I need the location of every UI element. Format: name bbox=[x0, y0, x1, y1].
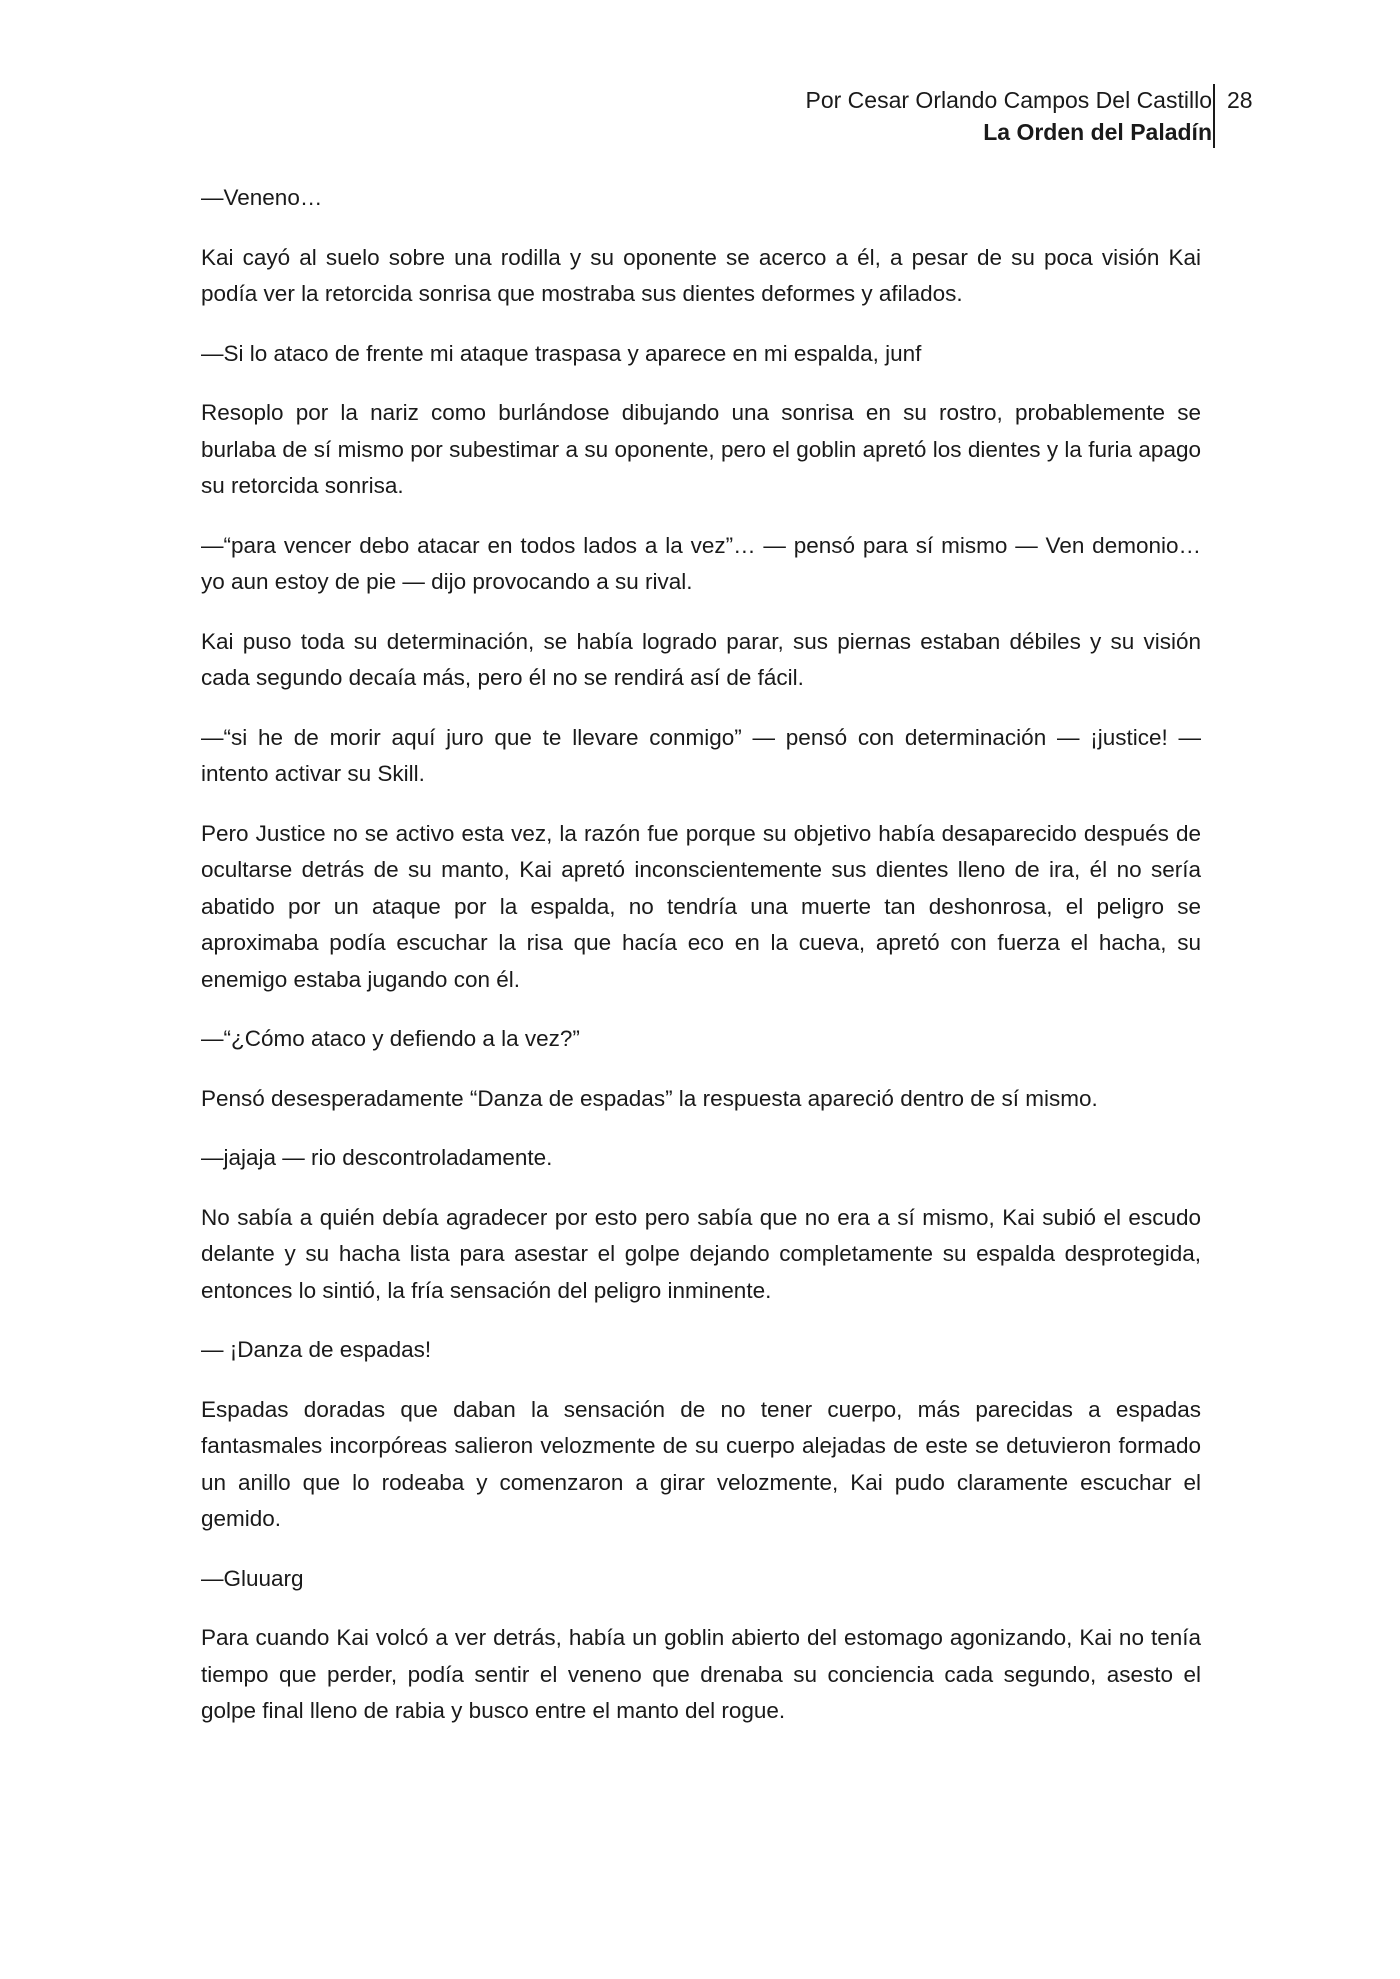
paragraph: Pero Justice no se activo esta vez, la razón fue porque su objetivo había desaparecido después de ocultarse detrás de su manto, Kai apretó inconscientemente sus dientes lleno de ira, él no sería abatido por un ataque por la espalda, no tendría una muerte tan deshonrosa, el peligro se aproximaba podía escuchar la risa que hacía eco en la cueva, apretó con fuerza el hacha, su enemigo estaba jugando con él. bbox=[201, 820, 1201, 992]
paragraph: Resoplo por la nariz como burlándose dibujando una sonrisa en su rostro, probablemente se burlaba de sí mismo por subestimar a su oponente, pero el goblin apretó los dientes y la furia apago su retorcida sonrisa. bbox=[201, 400, 1201, 498]
paragraph: —“para vencer debo atacar en todos lados a la vez”… — pensó para sí mismo — Ven demonio… yo aun estoy de pie — dijo provocando a su rival. bbox=[201, 532, 1201, 594]
paragraph: —“si he de morir aquí juro que te llevare conmigo” — pensó con determinación — ¡justice! — intento activar su Skill. bbox=[201, 724, 1201, 786]
paragraph: No sabía a quién debía agradecer por esto pero sabía que no era a sí mismo, Kai subió el escudo delante y su hacha lista para asestar el golpe dejando completamente su espalda desprotegida, entonces lo sintió, la fría sensación del peligro inminente. bbox=[201, 1204, 1201, 1303]
header-author: Por Cesar Orlando Campos Del Castillo bbox=[805, 87, 1212, 113]
paragraph: —Veneno… bbox=[201, 185, 323, 210]
paragraph: — ¡Danza de espadas! bbox=[201, 1337, 432, 1362]
header-book-title: La Orden del Paladín bbox=[983, 119, 1212, 145]
header-divider bbox=[1213, 84, 1215, 148]
paragraph: Kai puso toda su determinación, se había logrado parar, sus piernas estaban débiles y su visión cada segundo decaía más, pero él no se rendirá así de fácil. bbox=[201, 628, 1201, 690]
page-body bbox=[201, 180, 1201, 1753]
paragraph: Espadas doradas que daban la sensación de no tener cuerpo, más parecidas a espadas fantasmales incorpóreas salieron velozmente de su cuerpo alejadas de este se detuvieron formado un anillo que lo rodeaba y comenzaron a girar velozmente, Kai pudo claramente escuchar el gemido. bbox=[201, 1396, 1201, 1531]
page-number: 28 bbox=[1227, 87, 1253, 113]
running-header bbox=[806, 84, 1213, 148]
page-header bbox=[0, 84, 1400, 148]
paragraph: Kai cayó al suelo sobre una rodilla y su oponente se acerco a él, a pesar de su poca visión Kai podía ver la retorcida sonrisa que mostraba sus dientes deformes y afilados. bbox=[201, 244, 1201, 306]
paragraph: Para cuando Kai volcó a ver detrás, había un goblin abierto del estomago agonizando, Kai no tenía tiempo que perder, podía sentir el veneno que drenaba su conciencia cada segundo, asesto el golpe final lleno de rabia y busco entre el manto del rogue. bbox=[201, 1625, 1201, 1723]
paragraph: —“¿Cómo ataco y defiendo a la vez?” bbox=[201, 1026, 580, 1051]
paragraph: —Gluuarg bbox=[201, 1565, 304, 1591]
paragraph: Pensó desesperadamente “Danza de espadas” la respuesta apareció dentro de sí mismo. bbox=[201, 1085, 1098, 1111]
paragraph: —jajaja — rio descontroladamente. bbox=[201, 1145, 553, 1170]
paragraph: —Si lo ataco de frente mi ataque traspasa y aparece en mi espalda, junf bbox=[201, 340, 922, 366]
